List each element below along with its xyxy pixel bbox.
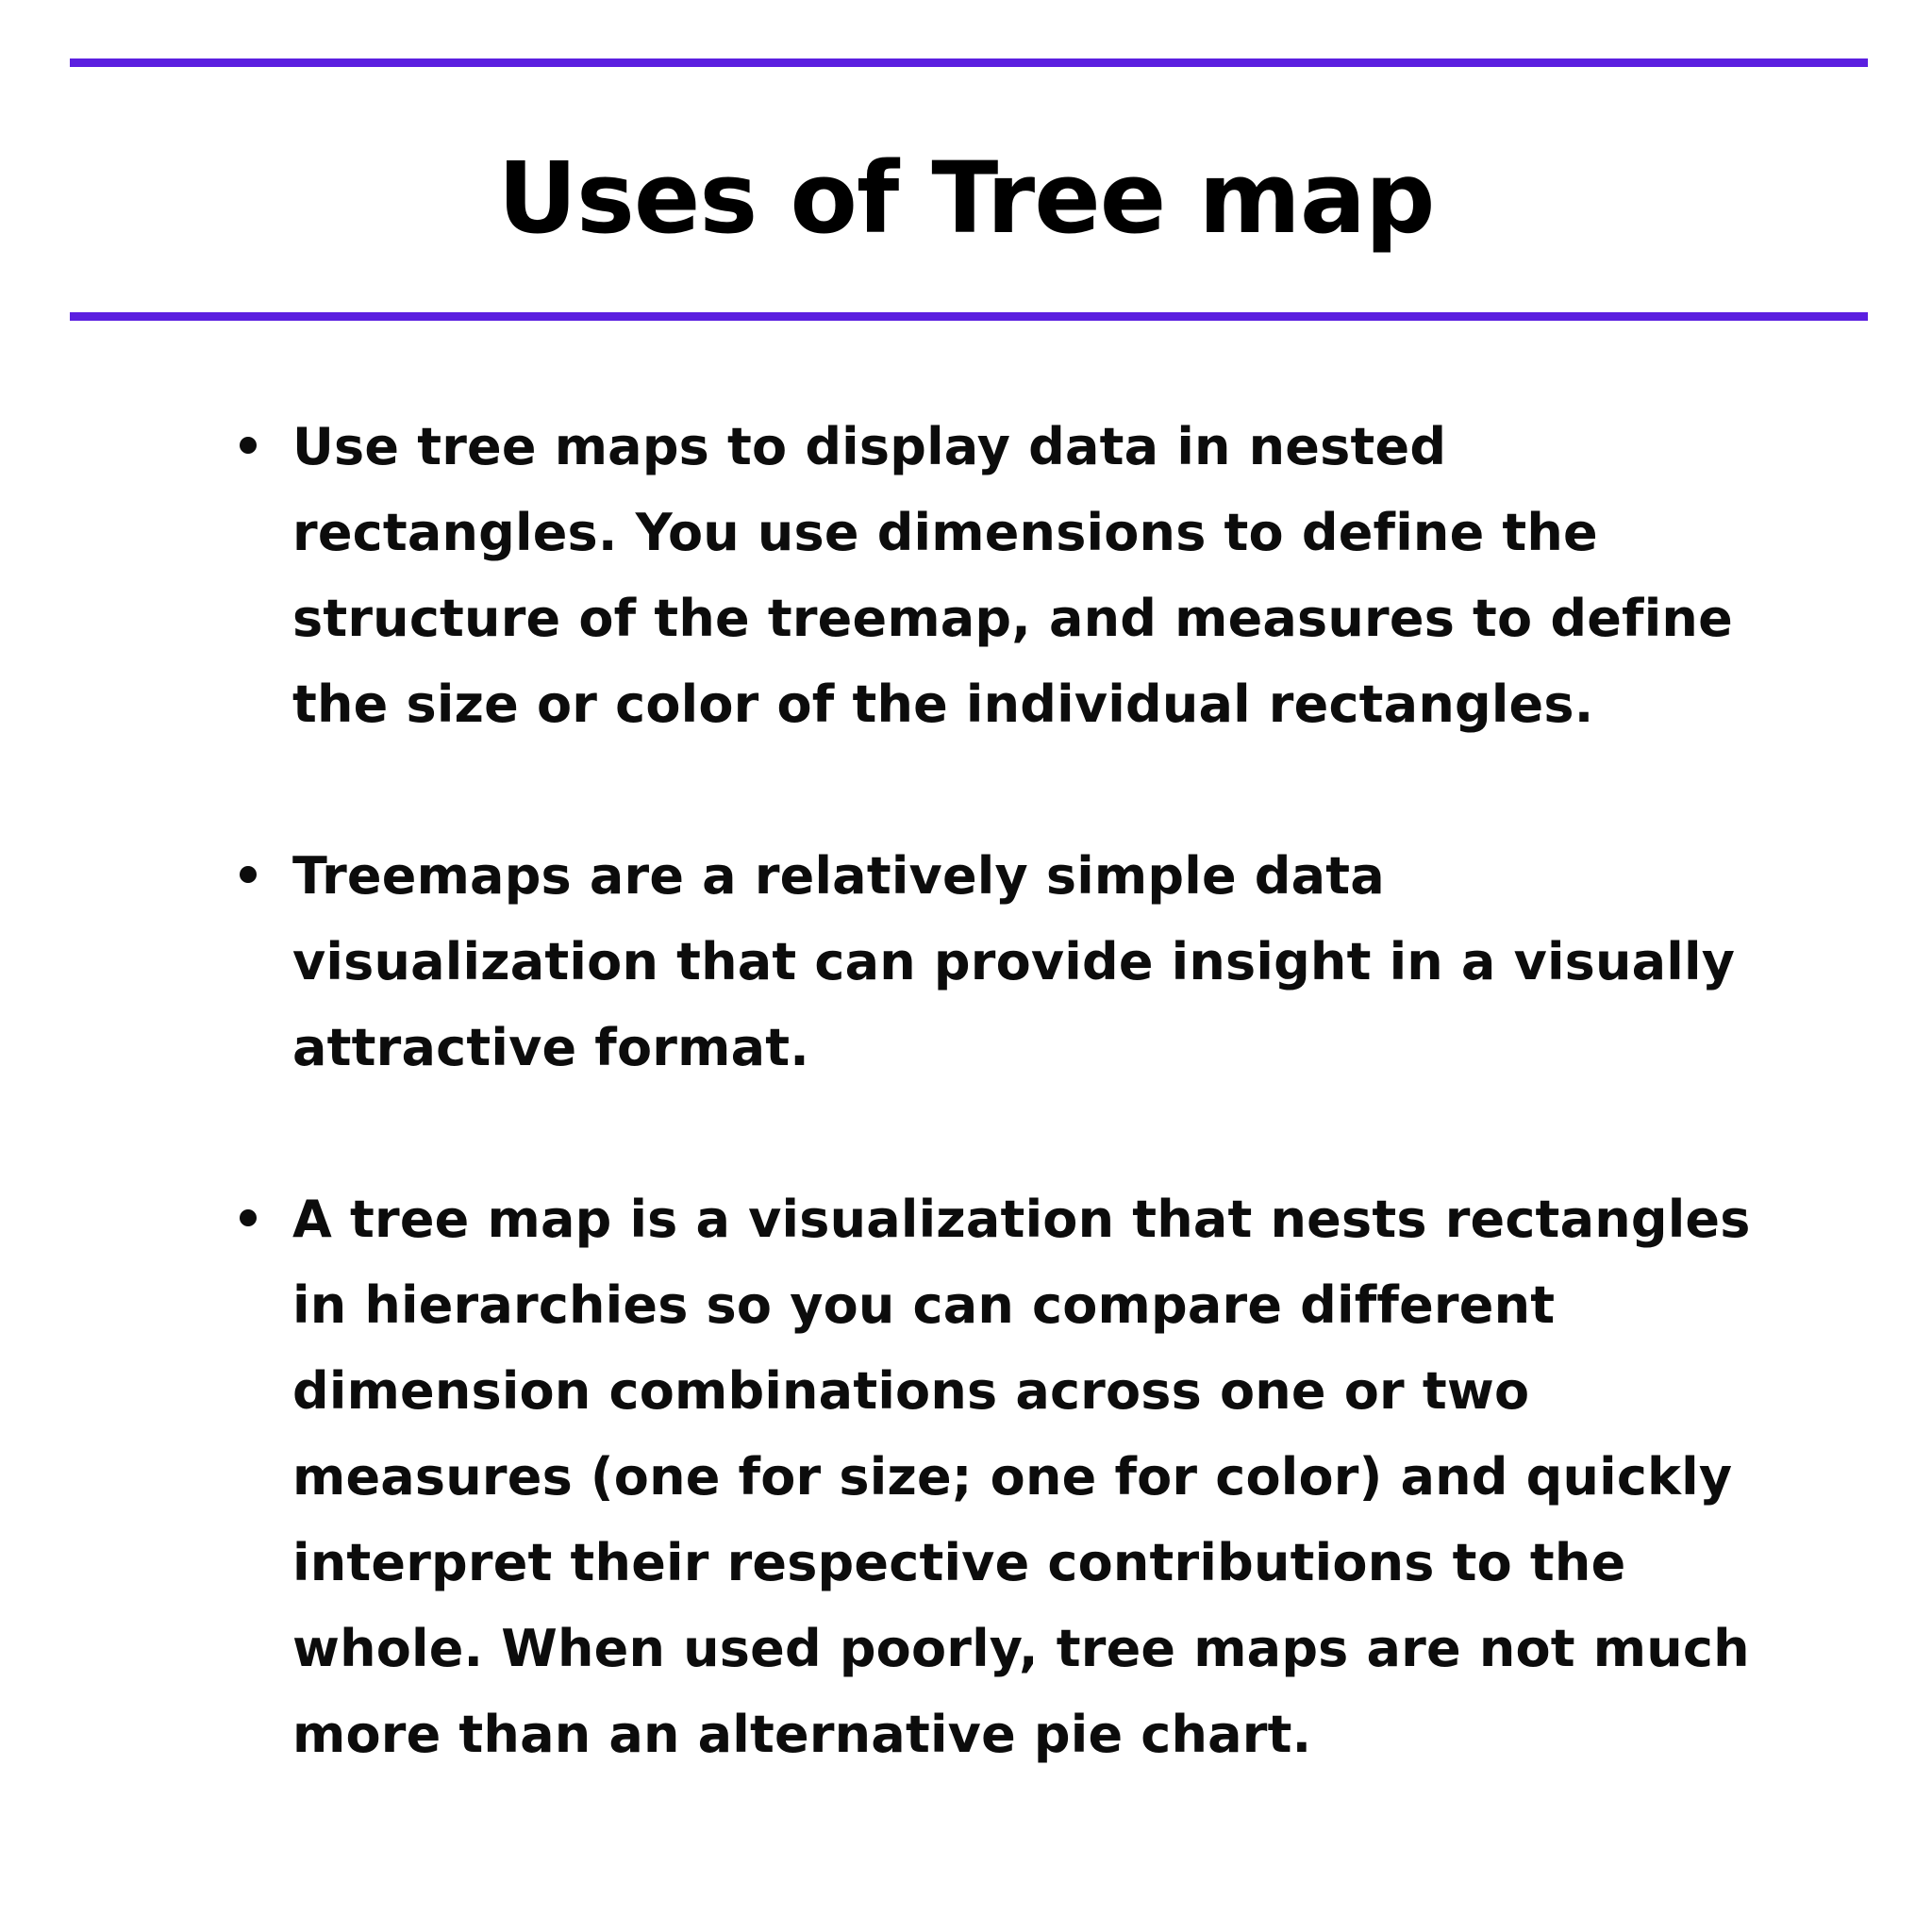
bullet-text-line: A tree map is a visualization that nests rectangles <box>292 1190 1751 1249</box>
bullet-text-line: attractive format. <box>292 1018 809 1077</box>
bullet-text-line: structure of the treemap, and measures to define <box>292 589 1733 648</box>
bullet-text-line: interpret their respective contributions to the <box>292 1533 1626 1592</box>
bullet-text-line: Use tree maps to display data in nested <box>292 417 1447 476</box>
bullet-item <box>292 1176 1840 1777</box>
bullet-text-line: whole. When used poorly, tree maps are not much <box>292 1619 1750 1678</box>
bullet-item <box>292 833 1840 1091</box>
bullet-text-line: in hierarchies so you can compare different <box>292 1275 1556 1335</box>
bullet-dot-icon <box>240 437 257 454</box>
bullet-text-line: rectangles. You use dimensions to define the <box>292 503 1598 562</box>
page-title: Uses of Tree map <box>497 141 1435 256</box>
bullet-text-line: visualization that can provide insight in a visually <box>292 932 1736 991</box>
bullet-list <box>292 404 1840 1863</box>
bullet-text-line: dimension combinations across one or two <box>292 1361 1530 1421</box>
bullet-text-line: the size or color of the individual rectangles. <box>292 675 1594 734</box>
bullet-text-line: more than an alternative pie chart. <box>292 1705 1312 1764</box>
bullet-item <box>292 404 1840 747</box>
bullet-text-line: Treemaps are a relatively simple data <box>292 846 1385 906</box>
bullet-text-line: measures (one for size; one for color) and quickly <box>292 1447 1733 1507</box>
bullet-dot-icon <box>240 866 257 883</box>
bullet-dot-icon <box>240 1209 257 1226</box>
top-divider <box>70 58 1868 67</box>
bottom-divider <box>70 312 1868 321</box>
